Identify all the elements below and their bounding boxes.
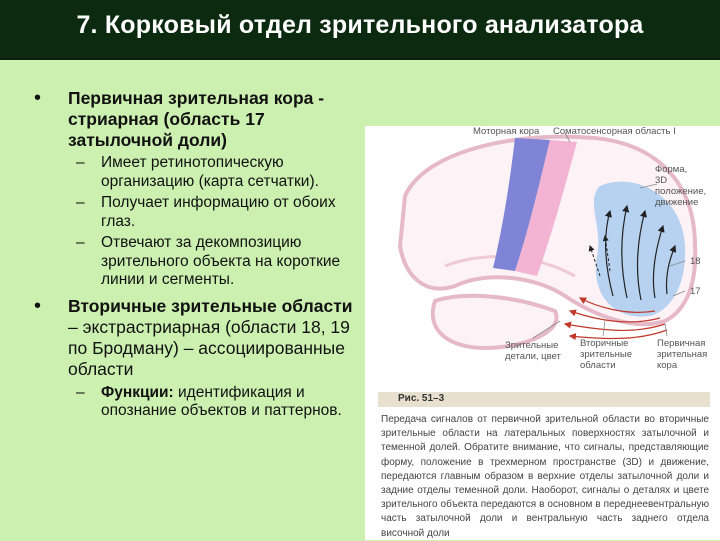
sub-bullet-text: Имеет ретинотопическую организацию (карта сетчатки). xyxy=(101,154,319,190)
title-bar xyxy=(0,0,720,60)
label-line: Первичная xyxy=(657,338,706,349)
label-primary-cortex xyxy=(657,338,707,371)
label-line: области xyxy=(580,360,616,371)
label-line: зрительные xyxy=(580,349,633,360)
slide-title: 7. Корковый отдел зрительного анализатора xyxy=(76,11,644,39)
bullet-dot: • xyxy=(34,87,42,109)
bullet-text: Первичная зрительная кора - стриарная (область 17 затылочной доли) xyxy=(68,88,325,150)
bullet-primary-cortex xyxy=(28,88,358,151)
label-line: кора xyxy=(657,360,678,371)
label-secondary-areas xyxy=(580,338,632,371)
bullet-dot: • xyxy=(34,294,42,317)
figure-caption: Передача сигналов от первичной зрительной области во вторичные зрительные области на латеральных поверхностях затылочной и теменной долей. Обратите внимание, что сигналы, представляющие форму, положение в трехмерном пространстве (3D) и движение, передаются главным образом в верхние отделы затылочной доли и задние отделы теменной доли. Наоборот, сигналы о деталях и цвете зрительного объекта передаются в основном в переднеевентральную часть затылочной доли и вентральную часть заднего отдела височной доли xyxy=(381,414,709,539)
dash-marker: – xyxy=(76,383,85,401)
label-line: зрительная xyxy=(657,349,708,360)
sub-bullet-text: Получает информацию от обоих глаз. xyxy=(101,194,336,230)
label-line: движение xyxy=(655,197,699,208)
bullet-text: – экстрастриарная (области 18, 19 по Бродману) – ассоциированные области xyxy=(68,316,350,379)
label-motor-cortex: Моторная кора xyxy=(473,126,540,137)
label-area-18: 18 xyxy=(690,256,701,267)
label-visual-details xyxy=(505,340,561,362)
label-area-17: 17 xyxy=(690,286,701,297)
bullet-secondary-areas xyxy=(28,296,358,380)
sub-bullet-text: Отвечают за декомпозицию зрительного объекта на короткие линии и сегменты. xyxy=(101,234,341,288)
sub-bullet-text: идентификация и опознание объектов и паттернов. xyxy=(101,383,342,419)
bullet-list xyxy=(28,88,358,424)
label-line: 3D положение, xyxy=(655,175,707,197)
figure-tag xyxy=(378,392,710,407)
sub-bullet xyxy=(28,234,358,290)
leader-line xyxy=(603,321,605,336)
sub-bullet xyxy=(28,154,358,191)
sub-bullet-bold: Функции: xyxy=(101,383,174,401)
sub-bullet xyxy=(28,194,358,231)
bullet-bold-text: Вторичные зрительные области xyxy=(68,295,353,316)
label-form-3d-motion xyxy=(655,164,720,208)
sub-bullet xyxy=(28,384,358,421)
dash-marker: – xyxy=(76,194,85,211)
figure-number: Рис. 51–3 xyxy=(398,393,445,404)
label-somatosensory: Соматосенсорная область I xyxy=(553,126,676,137)
label-line: Зрительные xyxy=(505,340,559,351)
label-line: детали, цвет xyxy=(505,351,561,362)
label-line: Форма, xyxy=(655,164,688,175)
dash-marker: – xyxy=(76,234,85,251)
label-line: Вторичные xyxy=(580,338,629,349)
brain-figure xyxy=(365,126,720,540)
dash-marker: – xyxy=(76,154,85,171)
